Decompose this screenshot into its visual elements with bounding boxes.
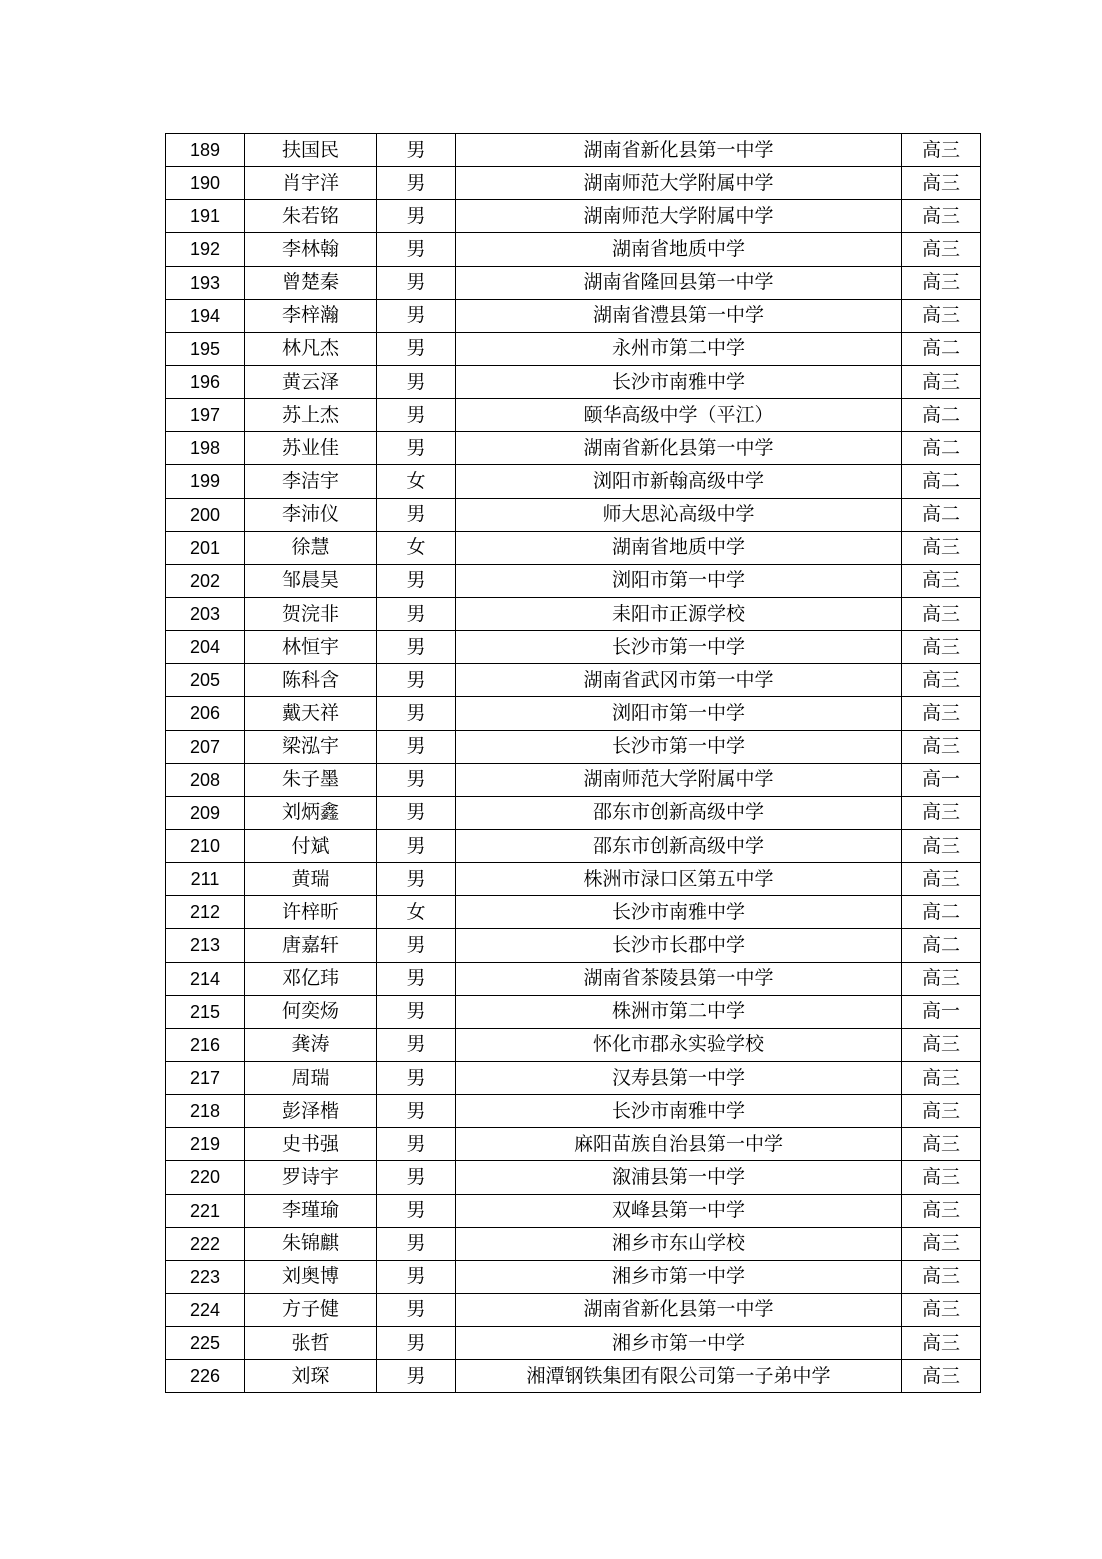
serial-number-cell: 209 bbox=[166, 796, 245, 829]
student-name-cell: 贺浣非 bbox=[245, 597, 377, 630]
student-name-cell: 刘奥博 bbox=[245, 1260, 377, 1293]
grade-cell: 高二 bbox=[902, 399, 981, 432]
student-name-cell: 方子健 bbox=[245, 1293, 377, 1326]
table-row bbox=[166, 697, 981, 730]
student-name-cell: 张哲 bbox=[245, 1327, 377, 1360]
serial-number-cell: 222 bbox=[166, 1227, 245, 1260]
serial-number-cell: 198 bbox=[166, 432, 245, 465]
grade-cell: 高二 bbox=[902, 432, 981, 465]
grade-cell: 高三 bbox=[902, 631, 981, 664]
school-cell: 湖南师范大学附属中学 bbox=[456, 200, 902, 233]
table-row bbox=[166, 1327, 981, 1360]
gender-cell: 男 bbox=[377, 1227, 456, 1260]
school-cell: 长沙市第一中学 bbox=[456, 730, 902, 763]
gender-cell: 男 bbox=[377, 597, 456, 630]
school-cell: 邵东市创新高级中学 bbox=[456, 796, 902, 829]
student-name-cell: 彭泽楷 bbox=[245, 1095, 377, 1128]
gender-cell: 男 bbox=[377, 631, 456, 664]
school-cell: 师大思沁高级中学 bbox=[456, 498, 902, 531]
gender-cell: 男 bbox=[377, 134, 456, 167]
school-cell: 浏阳市新翰高级中学 bbox=[456, 465, 902, 498]
grade-cell: 高二 bbox=[902, 896, 981, 929]
gender-cell: 女 bbox=[377, 531, 456, 564]
gender-cell: 男 bbox=[377, 266, 456, 299]
student-name-cell: 李梓瀚 bbox=[245, 299, 377, 332]
serial-number-cell: 210 bbox=[166, 829, 245, 862]
serial-number-cell: 205 bbox=[166, 664, 245, 697]
gender-cell: 女 bbox=[377, 465, 456, 498]
student-name-cell: 许梓昕 bbox=[245, 896, 377, 929]
grade-cell: 高三 bbox=[902, 730, 981, 763]
table-row bbox=[166, 995, 981, 1028]
serial-number-cell: 195 bbox=[166, 332, 245, 365]
serial-number-cell: 212 bbox=[166, 896, 245, 929]
gender-cell: 男 bbox=[377, 332, 456, 365]
gender-cell: 女 bbox=[377, 896, 456, 929]
serial-number-cell: 206 bbox=[166, 697, 245, 730]
grade-cell: 高三 bbox=[902, 531, 981, 564]
table-row bbox=[166, 730, 981, 763]
gender-cell: 男 bbox=[377, 1028, 456, 1061]
school-cell: 长沙市南雅中学 bbox=[456, 1095, 902, 1128]
serial-number-cell: 218 bbox=[166, 1095, 245, 1128]
student-name-cell: 李林翰 bbox=[245, 233, 377, 266]
student-name-cell: 邹晨昊 bbox=[245, 564, 377, 597]
table-row bbox=[166, 365, 981, 398]
grade-cell: 高三 bbox=[902, 1327, 981, 1360]
table-row bbox=[166, 1028, 981, 1061]
student-name-cell: 唐嘉轩 bbox=[245, 929, 377, 962]
grade-cell: 高三 bbox=[902, 1161, 981, 1194]
grade-cell: 高三 bbox=[902, 664, 981, 697]
student-name-cell: 史书强 bbox=[245, 1128, 377, 1161]
table-row bbox=[166, 1260, 981, 1293]
grade-cell: 高三 bbox=[902, 167, 981, 200]
grade-cell: 高二 bbox=[902, 498, 981, 531]
gender-cell: 男 bbox=[377, 365, 456, 398]
school-cell: 汉寿县第一中学 bbox=[456, 1061, 902, 1094]
serial-number-cell: 208 bbox=[166, 763, 245, 796]
serial-number-cell: 213 bbox=[166, 929, 245, 962]
table-row bbox=[166, 896, 981, 929]
student-roster-table bbox=[165, 133, 981, 1393]
school-cell: 湖南省新化县第一中学 bbox=[456, 134, 902, 167]
gender-cell: 男 bbox=[377, 929, 456, 962]
school-cell: 浏阳市第一中学 bbox=[456, 564, 902, 597]
grade-cell: 高三 bbox=[902, 597, 981, 630]
table-row bbox=[166, 962, 981, 995]
gender-cell: 男 bbox=[377, 498, 456, 531]
school-cell: 湖南省武冈市第一中学 bbox=[456, 664, 902, 697]
school-cell: 湖南省澧县第一中学 bbox=[456, 299, 902, 332]
school-cell: 湖南省新化县第一中学 bbox=[456, 432, 902, 465]
student-name-cell: 林恒宇 bbox=[245, 631, 377, 664]
grade-cell: 高三 bbox=[902, 796, 981, 829]
serial-number-cell: 194 bbox=[166, 299, 245, 332]
school-cell: 湘潭钢铁集团有限公司第一子弟中学 bbox=[456, 1360, 902, 1393]
school-cell: 湘乡市第一中学 bbox=[456, 1260, 902, 1293]
serial-number-cell: 191 bbox=[166, 200, 245, 233]
table-row bbox=[166, 631, 981, 664]
grade-cell: 高三 bbox=[902, 1227, 981, 1260]
school-cell: 永州市第二中学 bbox=[456, 332, 902, 365]
student-name-cell: 朱子墨 bbox=[245, 763, 377, 796]
table-row bbox=[166, 1061, 981, 1094]
student-name-cell: 林凡杰 bbox=[245, 332, 377, 365]
gender-cell: 男 bbox=[377, 200, 456, 233]
table-row bbox=[166, 1194, 981, 1227]
school-cell: 耒阳市正源学校 bbox=[456, 597, 902, 630]
school-cell: 湖南师范大学附属中学 bbox=[456, 763, 902, 796]
table-row bbox=[166, 664, 981, 697]
school-cell: 怀化市郡永实验学校 bbox=[456, 1028, 902, 1061]
student-name-cell: 徐慧 bbox=[245, 531, 377, 564]
school-cell: 长沙市南雅中学 bbox=[456, 365, 902, 398]
grade-cell: 高三 bbox=[902, 299, 981, 332]
student-name-cell: 陈科含 bbox=[245, 664, 377, 697]
serial-number-cell: 215 bbox=[166, 995, 245, 1028]
serial-number-cell: 196 bbox=[166, 365, 245, 398]
table-row bbox=[166, 332, 981, 365]
serial-number-cell: 217 bbox=[166, 1061, 245, 1094]
gender-cell: 男 bbox=[377, 697, 456, 730]
grade-cell: 高一 bbox=[902, 995, 981, 1028]
school-cell: 湘乡市第一中学 bbox=[456, 1327, 902, 1360]
serial-number-cell: 204 bbox=[166, 631, 245, 664]
table-row bbox=[166, 829, 981, 862]
school-cell: 双峰县第一中学 bbox=[456, 1194, 902, 1227]
student-name-cell: 罗诗宇 bbox=[245, 1161, 377, 1194]
student-name-cell: 苏业佳 bbox=[245, 432, 377, 465]
table-row bbox=[166, 167, 981, 200]
gender-cell: 男 bbox=[377, 1327, 456, 1360]
grade-cell: 高三 bbox=[902, 1360, 981, 1393]
serial-number-cell: 224 bbox=[166, 1293, 245, 1326]
school-cell: 麻阳苗族自治县第一中学 bbox=[456, 1128, 902, 1161]
school-cell: 颐华高级中学（平江） bbox=[456, 399, 902, 432]
gender-cell: 男 bbox=[377, 399, 456, 432]
gender-cell: 男 bbox=[377, 1061, 456, 1094]
table-row bbox=[166, 465, 981, 498]
gender-cell: 男 bbox=[377, 233, 456, 266]
serial-number-cell: 203 bbox=[166, 597, 245, 630]
grade-cell: 高二 bbox=[902, 929, 981, 962]
grade-cell: 高三 bbox=[902, 1260, 981, 1293]
grade-cell: 高三 bbox=[902, 1194, 981, 1227]
table-row bbox=[166, 432, 981, 465]
school-cell: 浏阳市第一中学 bbox=[456, 697, 902, 730]
grade-cell: 高三 bbox=[902, 134, 981, 167]
table-row bbox=[166, 1293, 981, 1326]
gender-cell: 男 bbox=[377, 432, 456, 465]
table-row bbox=[166, 1161, 981, 1194]
gender-cell: 男 bbox=[377, 1194, 456, 1227]
gender-cell: 男 bbox=[377, 829, 456, 862]
table-row bbox=[166, 763, 981, 796]
grade-cell: 高三 bbox=[902, 697, 981, 730]
student-name-cell: 刘炳鑫 bbox=[245, 796, 377, 829]
table-row bbox=[166, 531, 981, 564]
grade-cell: 高三 bbox=[902, 1061, 981, 1094]
serial-number-cell: 192 bbox=[166, 233, 245, 266]
table-row bbox=[166, 399, 981, 432]
school-cell: 株洲市第二中学 bbox=[456, 995, 902, 1028]
student-name-cell: 李瑾瑜 bbox=[245, 1194, 377, 1227]
grade-cell: 高三 bbox=[902, 829, 981, 862]
gender-cell: 男 bbox=[377, 1161, 456, 1194]
serial-number-cell: 197 bbox=[166, 399, 245, 432]
student-name-cell: 周瑞 bbox=[245, 1061, 377, 1094]
serial-number-cell: 193 bbox=[166, 266, 245, 299]
student-name-cell: 扶国民 bbox=[245, 134, 377, 167]
serial-number-cell: 207 bbox=[166, 730, 245, 763]
serial-number-cell: 199 bbox=[166, 465, 245, 498]
student-name-cell: 李沛仪 bbox=[245, 498, 377, 531]
grade-cell: 高三 bbox=[902, 365, 981, 398]
grade-cell: 高二 bbox=[902, 465, 981, 498]
serial-number-cell: 216 bbox=[166, 1028, 245, 1061]
student-name-cell: 龚涛 bbox=[245, 1028, 377, 1061]
grade-cell: 高三 bbox=[902, 1028, 981, 1061]
table-row bbox=[166, 929, 981, 962]
school-cell: 湖南省茶陵县第一中学 bbox=[456, 962, 902, 995]
table-row bbox=[166, 597, 981, 630]
student-name-cell: 邓亿玮 bbox=[245, 962, 377, 995]
grade-cell: 高二 bbox=[902, 332, 981, 365]
student-name-cell: 梁泓宇 bbox=[245, 730, 377, 763]
student-name-cell: 李洁宇 bbox=[245, 465, 377, 498]
school-cell: 湖南省地质中学 bbox=[456, 233, 902, 266]
serial-number-cell: 202 bbox=[166, 564, 245, 597]
serial-number-cell: 190 bbox=[166, 167, 245, 200]
serial-number-cell: 226 bbox=[166, 1360, 245, 1393]
gender-cell: 男 bbox=[377, 995, 456, 1028]
table-row bbox=[166, 299, 981, 332]
gender-cell: 男 bbox=[377, 1360, 456, 1393]
table-row bbox=[166, 564, 981, 597]
student-name-cell: 朱锦麒 bbox=[245, 1227, 377, 1260]
table-row bbox=[166, 863, 981, 896]
grade-cell: 高三 bbox=[902, 1095, 981, 1128]
school-cell: 长沙市南雅中学 bbox=[456, 896, 902, 929]
school-cell: 长沙市第一中学 bbox=[456, 631, 902, 664]
serial-number-cell: 211 bbox=[166, 863, 245, 896]
student-name-cell: 黄瑞 bbox=[245, 863, 377, 896]
student-name-cell: 黄云泽 bbox=[245, 365, 377, 398]
grade-cell: 高三 bbox=[902, 863, 981, 896]
table-row bbox=[166, 200, 981, 233]
grade-cell: 高三 bbox=[902, 1293, 981, 1326]
grade-cell: 高一 bbox=[902, 763, 981, 796]
serial-number-cell: 219 bbox=[166, 1128, 245, 1161]
table-row bbox=[166, 1128, 981, 1161]
gender-cell: 男 bbox=[377, 299, 456, 332]
table-row bbox=[166, 1095, 981, 1128]
table-row bbox=[166, 266, 981, 299]
serial-number-cell: 201 bbox=[166, 531, 245, 564]
grade-cell: 高三 bbox=[902, 266, 981, 299]
serial-number-cell: 189 bbox=[166, 134, 245, 167]
grade-cell: 高三 bbox=[902, 200, 981, 233]
gender-cell: 男 bbox=[377, 1293, 456, 1326]
serial-number-cell: 225 bbox=[166, 1327, 245, 1360]
student-name-cell: 朱若铭 bbox=[245, 200, 377, 233]
serial-number-cell: 220 bbox=[166, 1161, 245, 1194]
student-name-cell: 付斌 bbox=[245, 829, 377, 862]
student-name-cell: 戴天祥 bbox=[245, 697, 377, 730]
school-cell: 湖南省地质中学 bbox=[456, 531, 902, 564]
school-cell: 溆浦县第一中学 bbox=[456, 1161, 902, 1194]
grade-cell: 高三 bbox=[902, 564, 981, 597]
school-cell: 邵东市创新高级中学 bbox=[456, 829, 902, 862]
gender-cell: 男 bbox=[377, 167, 456, 200]
gender-cell: 男 bbox=[377, 564, 456, 597]
school-cell: 长沙市长郡中学 bbox=[456, 929, 902, 962]
gender-cell: 男 bbox=[377, 664, 456, 697]
student-name-cell: 苏上杰 bbox=[245, 399, 377, 432]
school-cell: 湘乡市东山学校 bbox=[456, 1227, 902, 1260]
table-row bbox=[166, 1227, 981, 1260]
school-cell: 湖南省隆回县第一中学 bbox=[456, 266, 902, 299]
serial-number-cell: 200 bbox=[166, 498, 245, 531]
gender-cell: 男 bbox=[377, 1260, 456, 1293]
table-row bbox=[166, 1360, 981, 1393]
gender-cell: 男 bbox=[377, 763, 456, 796]
student-name-cell: 何奕炀 bbox=[245, 995, 377, 1028]
school-cell: 湖南师范大学附属中学 bbox=[456, 167, 902, 200]
table-row bbox=[166, 498, 981, 531]
grade-cell: 高三 bbox=[902, 1128, 981, 1161]
grade-cell: 高三 bbox=[902, 962, 981, 995]
gender-cell: 男 bbox=[377, 863, 456, 896]
school-cell: 株洲市渌口区第五中学 bbox=[456, 863, 902, 896]
gender-cell: 男 bbox=[377, 730, 456, 763]
serial-number-cell: 221 bbox=[166, 1194, 245, 1227]
student-name-cell: 曾楚秦 bbox=[245, 266, 377, 299]
school-cell: 湖南省新化县第一中学 bbox=[456, 1293, 902, 1326]
table-row bbox=[166, 134, 981, 167]
gender-cell: 男 bbox=[377, 1095, 456, 1128]
grade-cell: 高三 bbox=[902, 233, 981, 266]
student-name-cell: 肖宇洋 bbox=[245, 167, 377, 200]
gender-cell: 男 bbox=[377, 796, 456, 829]
roster-body bbox=[166, 134, 981, 1393]
student-name-cell: 刘琛 bbox=[245, 1360, 377, 1393]
serial-number-cell: 214 bbox=[166, 962, 245, 995]
gender-cell: 男 bbox=[377, 1128, 456, 1161]
table-row bbox=[166, 796, 981, 829]
table-row bbox=[166, 233, 981, 266]
gender-cell: 男 bbox=[377, 962, 456, 995]
serial-number-cell: 223 bbox=[166, 1260, 245, 1293]
